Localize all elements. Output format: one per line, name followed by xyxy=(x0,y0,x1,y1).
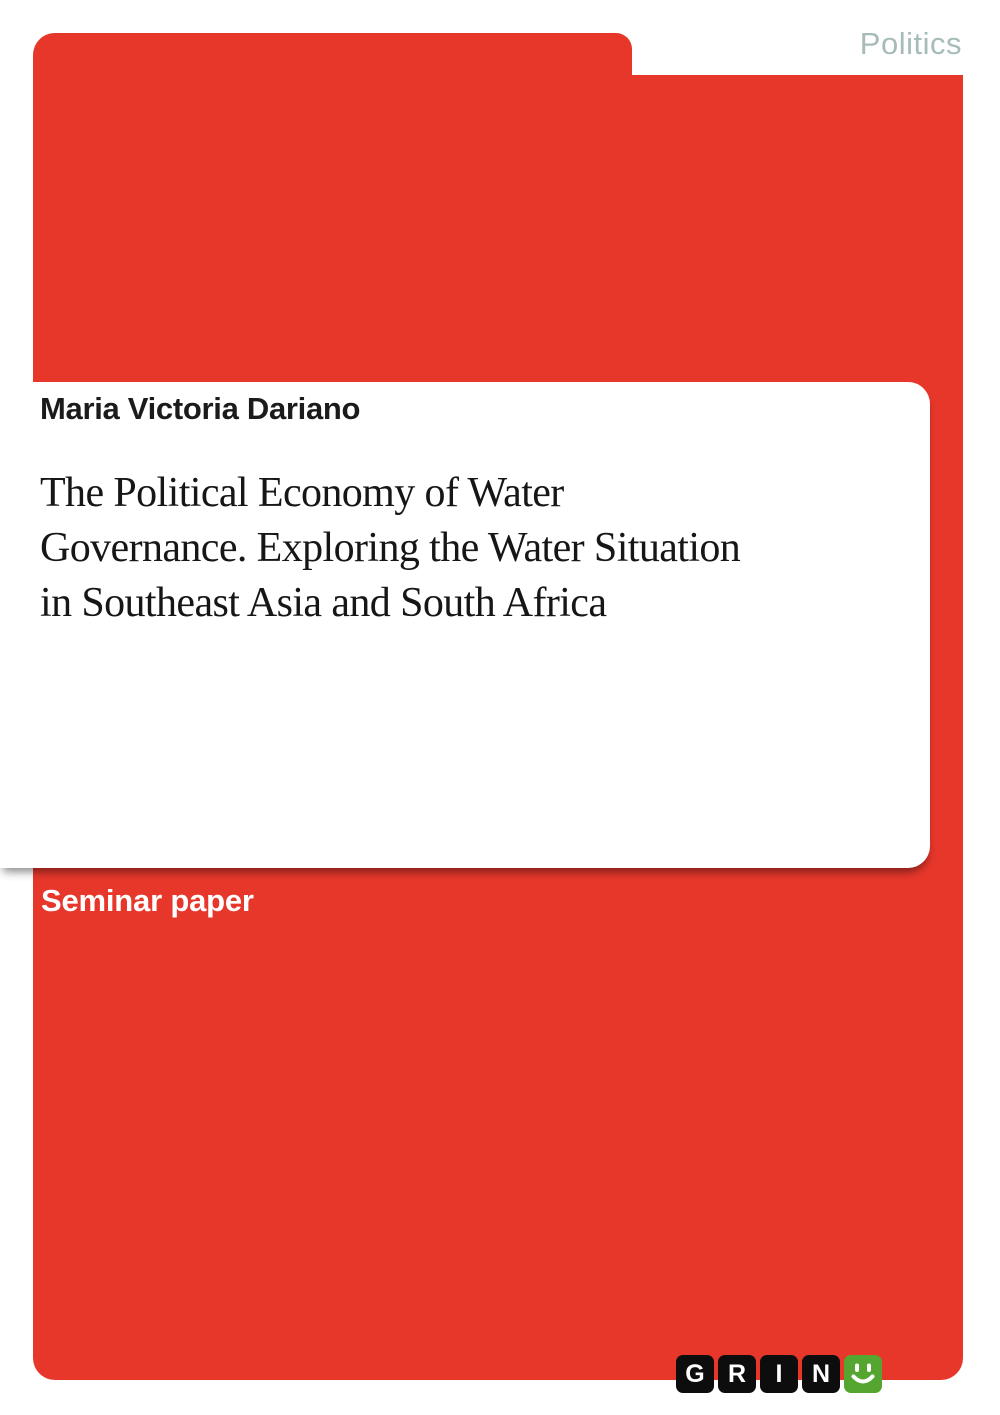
paper-title-line-1: The Political Economy of Water xyxy=(40,470,564,516)
smiley-icon xyxy=(844,1355,882,1393)
paper-title-line-3: in Southeast Asia and South Africa xyxy=(40,580,607,626)
grin-logo-letter-n: N xyxy=(802,1355,840,1393)
grin-logo-letter-i: I xyxy=(760,1355,798,1393)
author-name: Maria Victoria Dariano xyxy=(40,391,361,426)
paper-title-line-2: Governance. Exploring the Water Situation xyxy=(40,525,741,571)
grin-logo xyxy=(676,1355,882,1393)
document-type-label: Seminar paper xyxy=(41,883,254,918)
category-label: Politics xyxy=(859,26,962,61)
grin-logo-letter-g: G xyxy=(676,1355,714,1393)
red-background-top-block xyxy=(33,33,632,93)
title-panel xyxy=(0,382,930,868)
paper-title xyxy=(40,466,906,631)
grin-logo-letter-r: R xyxy=(718,1355,756,1393)
